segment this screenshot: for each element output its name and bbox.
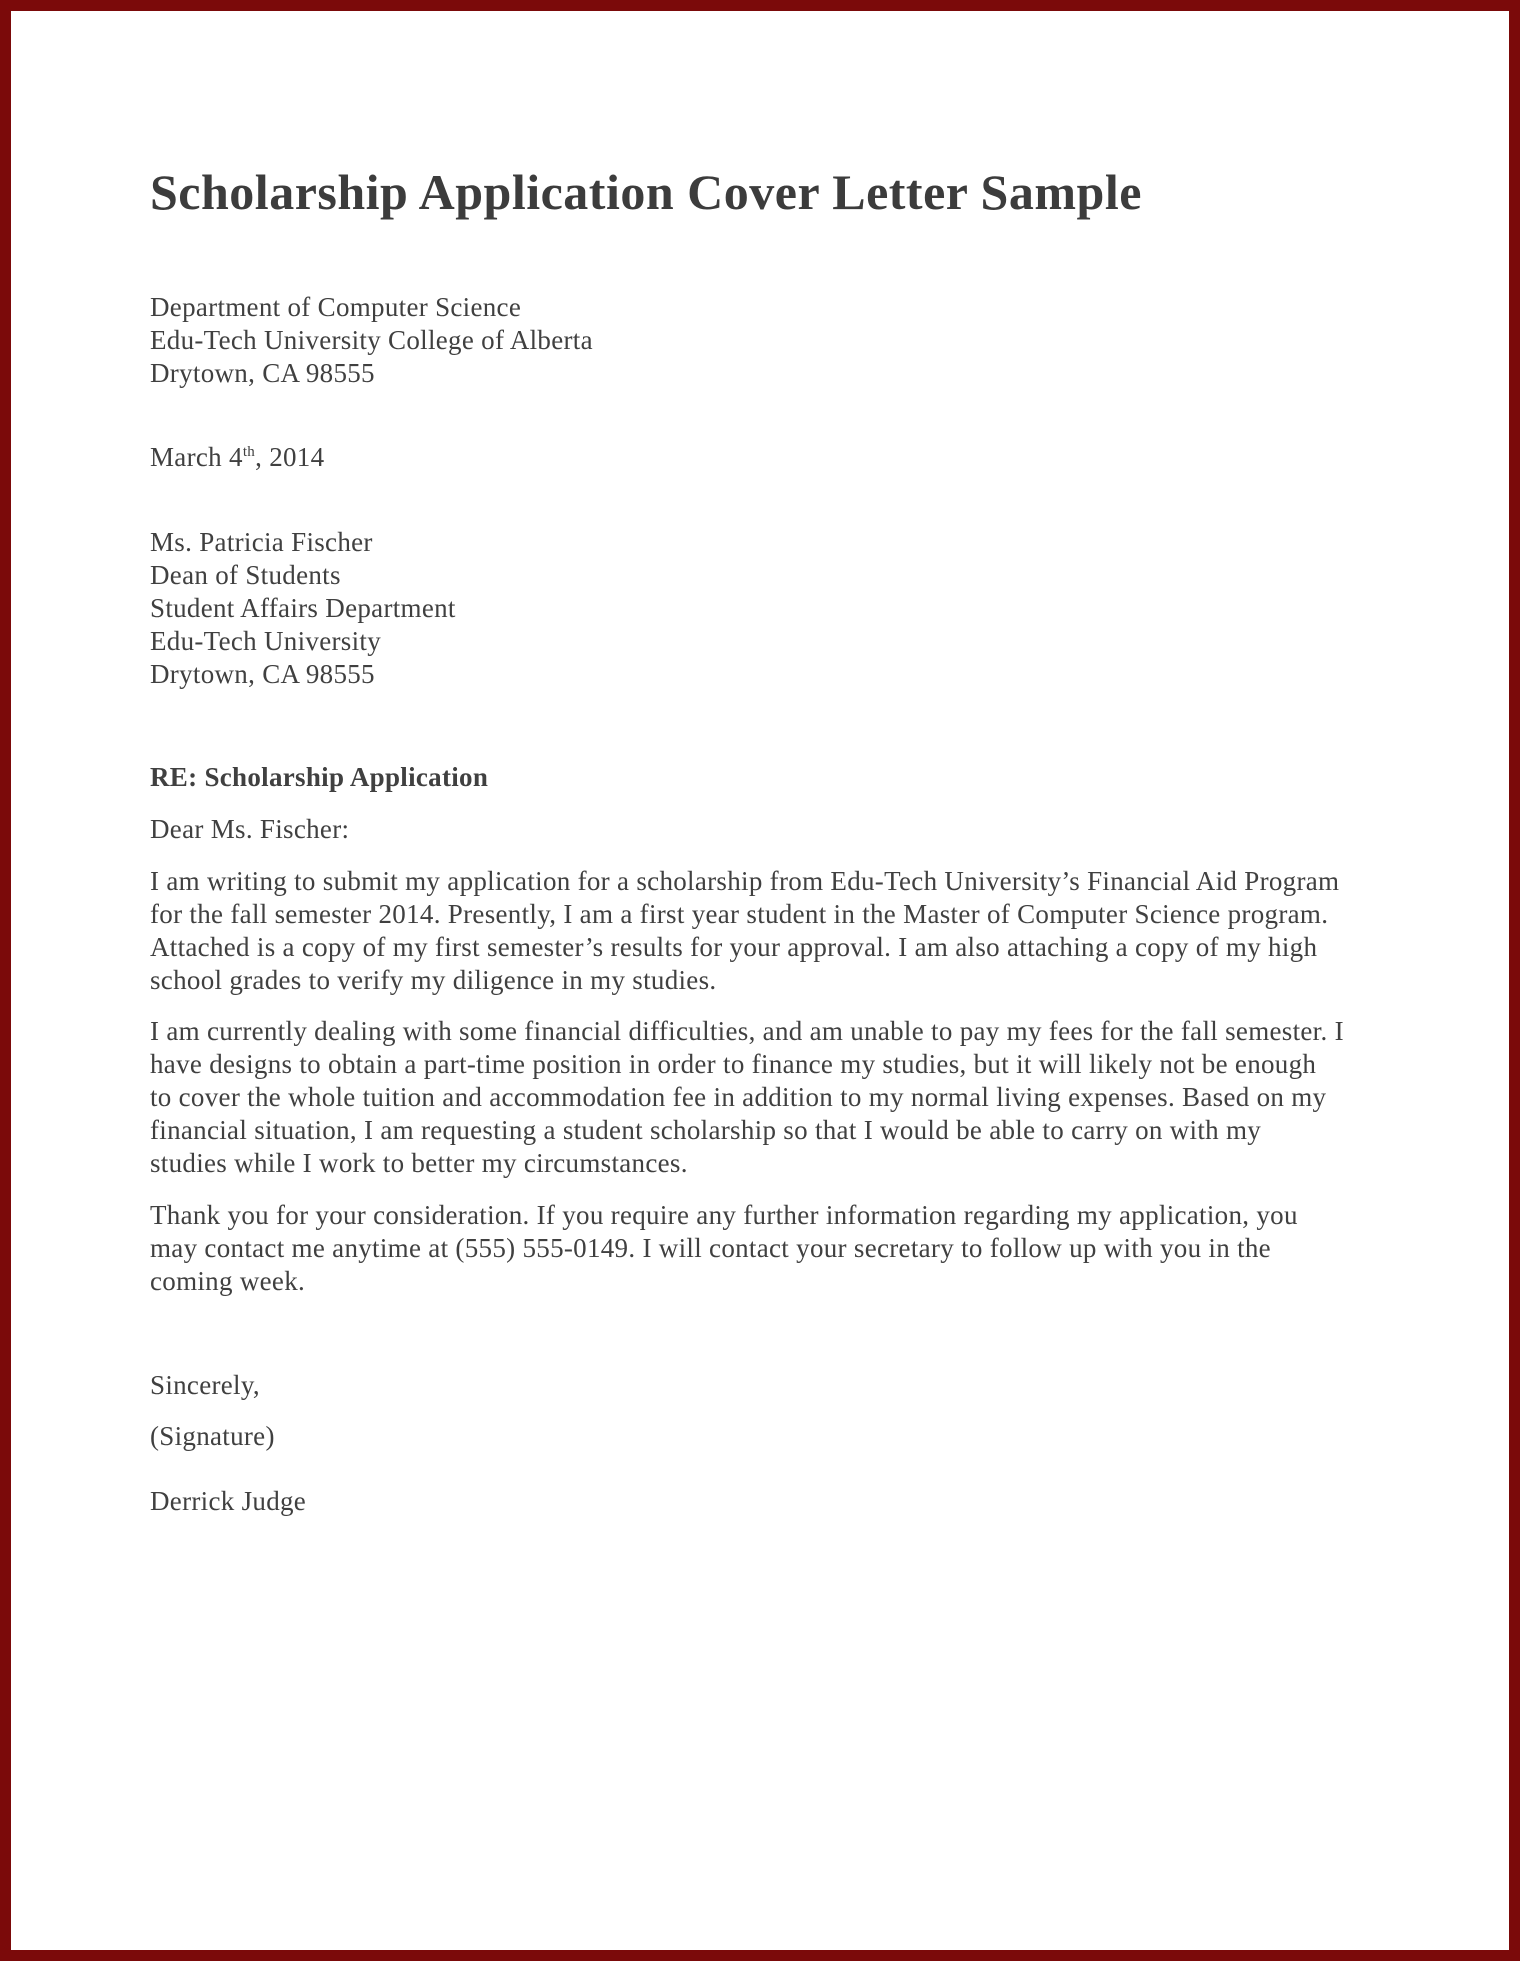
sender-line: Edu-Tech University College of Alberta xyxy=(150,325,593,355)
paragraph-2-line: financial situation, I am requesting a student scholarship so that I would be able to carry on with my xyxy=(150,1115,1262,1145)
paragraph-2-line: to cover the whole tuition and accommodation fee in addition to my normal living expenses. Based on my xyxy=(150,1082,1327,1112)
paragraph-3-line: Thank you for your consideration. If you require any further information regarding my application, you xyxy=(150,1200,1298,1230)
recipient-line: Edu-Tech University xyxy=(150,626,381,656)
paragraph-3-line: coming week. xyxy=(150,1266,306,1296)
closing: Sincerely, xyxy=(150,1370,260,1400)
paragraph-1-line: school grades to verify my diligence in my studies. xyxy=(150,965,717,995)
paragraph-2-line: have designs to obtain a part-time position in order to finance my studies, but it will likely not be enough xyxy=(150,1049,1317,1079)
paragraph-1-line: I am writing to submit my application for a scholarship from Edu-Tech University’s Financial Aid Program xyxy=(150,866,1340,896)
recipient-line: Ms. Patricia Fischer xyxy=(150,527,373,557)
signature: (Signature) xyxy=(150,1421,275,1451)
salutation: Dear Ms. Fischer: xyxy=(150,814,350,844)
sender-line: Drytown, CA 98555 xyxy=(150,358,375,388)
sender-name: Derrick Judge xyxy=(150,1486,307,1516)
paragraph-1-line: for the fall semester 2014. Presently, I am a first year student in the Master of Computer Science program. xyxy=(150,899,1329,929)
sender-line: Department of Computer Science xyxy=(150,292,522,322)
paragraph-2-line: studies while I work to better my circumstances. xyxy=(150,1148,688,1178)
date-suffix: th xyxy=(242,444,256,460)
paragraph-2-line: I am currently dealing with some financial difficulties, and am unable to pay my fees for the fall semester. I xyxy=(150,1016,1344,1046)
paragraph-3-line: may contact me anytime at (555) 555-0149. I will contact your secretary to follow up with you in the xyxy=(150,1233,1271,1263)
letter-date xyxy=(150,441,324,474)
recipient-line: Dean of Students xyxy=(150,560,341,590)
recipient-line: Drytown, CA 98555 xyxy=(150,659,375,689)
page-title: Scholarship Application Cover Letter Sample xyxy=(150,164,1142,220)
paragraph-1-line: Attached is a copy of my first semester’s results for your approval. I am also attaching a copy of my high xyxy=(150,932,1318,962)
recipient-line: Student Affairs Department xyxy=(150,593,456,623)
subject-line: RE: Scholarship Application xyxy=(150,762,489,792)
letter-page xyxy=(11,11,1509,1950)
date-year: , 2014 xyxy=(255,442,325,472)
date-month-day: March 4 xyxy=(150,442,243,472)
